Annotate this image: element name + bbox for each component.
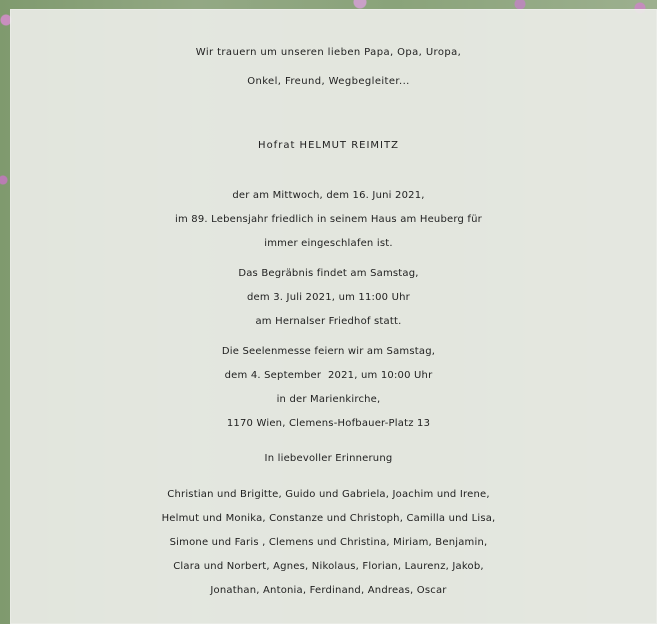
death-line-3: immer eingeschlafen ist.	[264, 238, 393, 249]
funeral-line-2: dem 3. Juli 2021, um 11:00 Uhr	[247, 292, 410, 303]
deceased-name: Hofrat HELMUT REIMITZ	[258, 140, 399, 151]
funeral-line-3: am Hernalser Friedhof statt.	[255, 316, 402, 327]
mass-line-3: in der Marienkirche,	[276, 394, 381, 405]
family-line-1: Christian und Brigitte, Guido und Gabriela, Joachim und Irene,	[167, 489, 490, 500]
family-line-4: Clara und Norbert, Agnes, Nikolaus, Florian, Laurenz, Jakob,	[173, 561, 484, 572]
mass-line-2: dem 4. September 2021, um 10:00 Uhr	[224, 370, 433, 381]
family-line-3: Simone und Faris , Clemens und Christina, Miriam, Benjamin,	[169, 537, 488, 548]
intro-line-2: Onkel, Freund, Wegbegleiter...	[247, 76, 410, 87]
death-line-2: im 89. Lebensjahr friedlich in seinem Haus am Heuberg für	[174, 214, 482, 225]
family-line-2: Helmut und Monika, Constanze und Christoph, Camilla und Lisa,	[161, 513, 496, 524]
family-line-5: Jonathan, Antonia, Ferdinand, Andreas, Oscar	[210, 585, 447, 596]
mass-line-1: Die Seelenmesse feiern wir am Samstag,	[221, 346, 436, 357]
mass-line-4: 1170 Wien, Clemens-Hofbauer-Platz 13	[226, 418, 431, 429]
remembrance-line: In liebevoller Erinnerung	[264, 453, 393, 464]
funeral-line-1: Das Begräbnis findet am Samstag,	[238, 268, 419, 279]
death-line-1: der am Mittwoch, dem 16. Juni 2021,	[232, 190, 425, 201]
intro-line-1: Wir trauern um unseren lieben Papa, Opa, Uropa,	[195, 47, 462, 58]
